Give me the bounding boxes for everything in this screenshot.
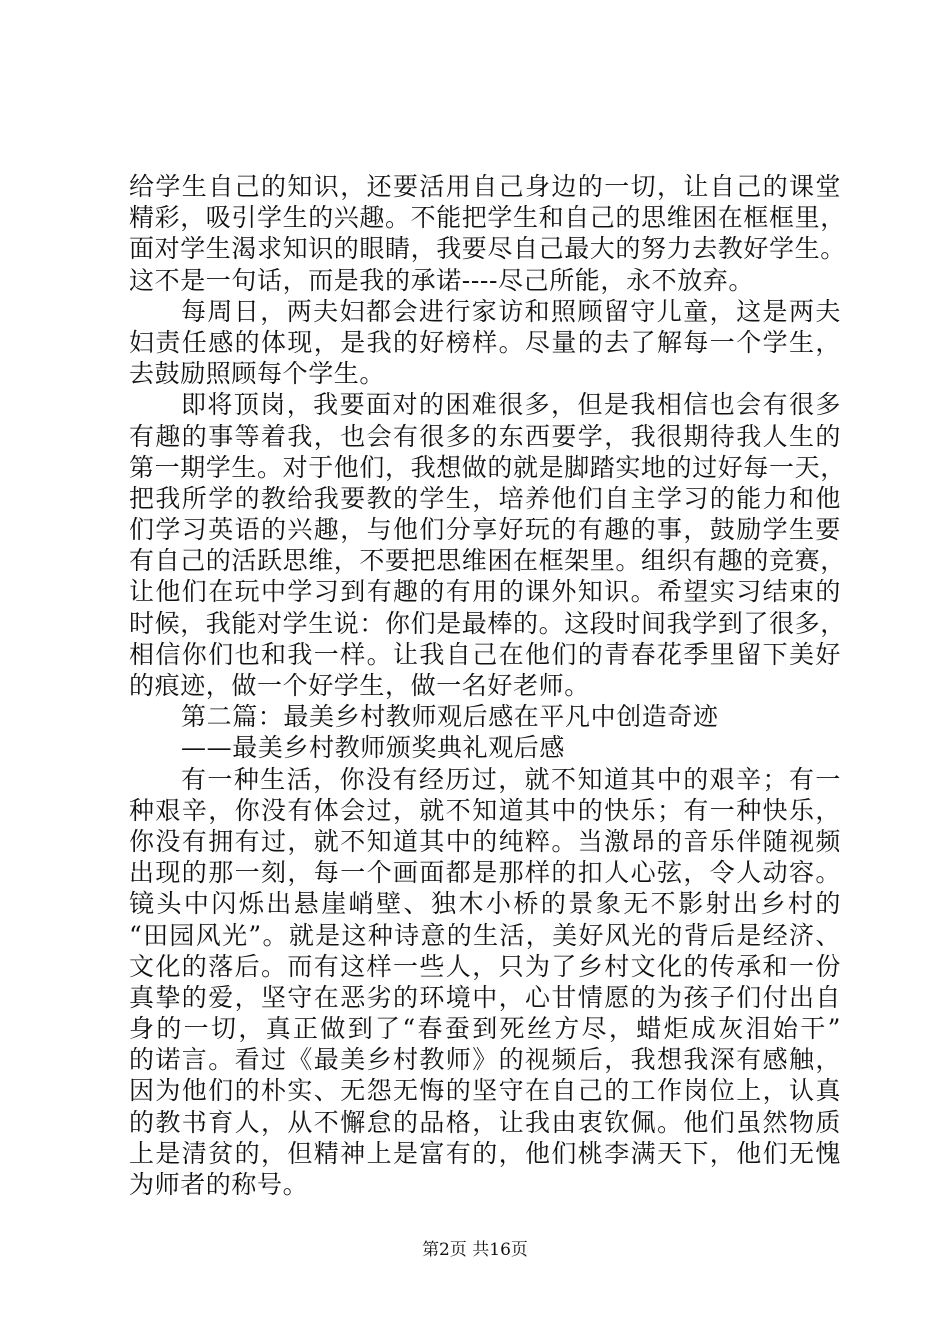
text-line: 身的一切，真正做到了“春蚕到死丝方尽，蜡炬成灰泪始干” [129,1014,841,1044]
text-line: 种艰辛，你没有体会过，就不知道其中的快乐；有一种快乐， [129,795,841,825]
text-line: 因为他们的朴实、无怨无悔的坚守在自己的工作岗位上，认真 [129,1076,841,1106]
text-line: 们学习英语的兴趣，与他们分享好玩的有趣的事，鼓励学生要 [129,515,841,545]
document-body [129,171,846,1200]
text-line: 文化的落后。而有这样一些人，只为了乡村文化的传承和一份 [129,951,841,981]
text-line: 妇责任感的体现，是我的好榜样。尽量的去了解每一个学生， [129,327,841,357]
text-line: 上是清贫的，但精神上是富有的，他们桃李满天下，他们无愧 [129,1138,841,1168]
text-line: “田园风光”。就是这种诗意的生活，美好风光的背后是经济、 [129,920,841,950]
text-line: 有自己的活跃思维，不要把思维困在框架里。组织有趣的竞赛， [129,546,846,576]
text-line: 去鼓励照顾每个学生。 [129,359,386,389]
section-title: 第二篇：最美乡村教师观后感在平凡中创造奇迹 [181,702,719,732]
paragraph-first-line: 每周日，两夫妇都会进行家访和照顾留守儿童，这是两夫 [181,296,841,326]
paragraph-first-line: 有一种生活，你没有经历过，就不知道其中的艰辛；有一 [181,764,841,794]
section-subtitle: ——最美乡村教师颁奖典礼观后感 [181,733,566,763]
text-line: 出现的那一刻，每一个画面都是那样的扣人心弦，令人动容。 [129,858,841,888]
text-line: 精彩，吸引学生的兴趣。不能把学生和自己的思维困在框框里， [129,203,846,233]
text-line: 真挚的爱，坚守在恶劣的环境中，心甘情愿的为孩子们付出自 [129,982,841,1012]
text-line: 的痕迹，做一个好学生，做一名好老师。 [129,671,590,700]
page-number-footer: 第2页 共16页 [422,1240,528,1260]
text-line: 有趣的事等着我，也会有很多的东西要学，我很期待我人生的 [129,421,841,451]
text-line: 第一期学生。对于他们，我想做的就是脚踏实地的过好每一天， [129,452,846,482]
text-line: 为师者的称号。 [129,1170,309,1199]
text-line: 让他们在玩中学习到有趣的有用的课外知识。希望实习结束的 [129,577,841,607]
text-line: 这不是一句话，而是我的承诺----尽己所能，永不放弃。 [129,265,754,295]
text-line: 面对学生渴求知识的眼睛，我要尽自己最大的努力去教好学生。 [129,234,846,264]
text-line: 时候，我能对学生说：你们是最棒的。这段时间我学到了很多， [129,608,846,638]
text-line: 的诺言。看过《最美乡村教师》的视频后，我想我深有感触， [129,1045,841,1075]
paragraph-first-line: 即将顶岗，我要面对的困难很多，但是我相信也会有很多 [181,390,841,420]
text-line: 你没有拥有过，就不知道其中的纯粹。当激昂的音乐伴随视频 [129,826,841,856]
text-line: 相信你们也和我一样。让我自己在他们的青春花季里留下美好 [129,639,841,669]
text-line: 把我所学的教给我要教的学生，培养他们自主学习的能力和他 [129,483,841,513]
text-line: 镜头中闪烁出悬崖峭壁、独木小桥的景象无不影射出乡村的 [129,889,841,919]
text-line: 给学生自己的知识，还要活用自己身边的一切，让自己的课堂 [129,172,841,201]
text-line: 的教书育人，从不懈怠的品格，让我由衷钦佩。他们虽然物质 [129,1107,841,1137]
